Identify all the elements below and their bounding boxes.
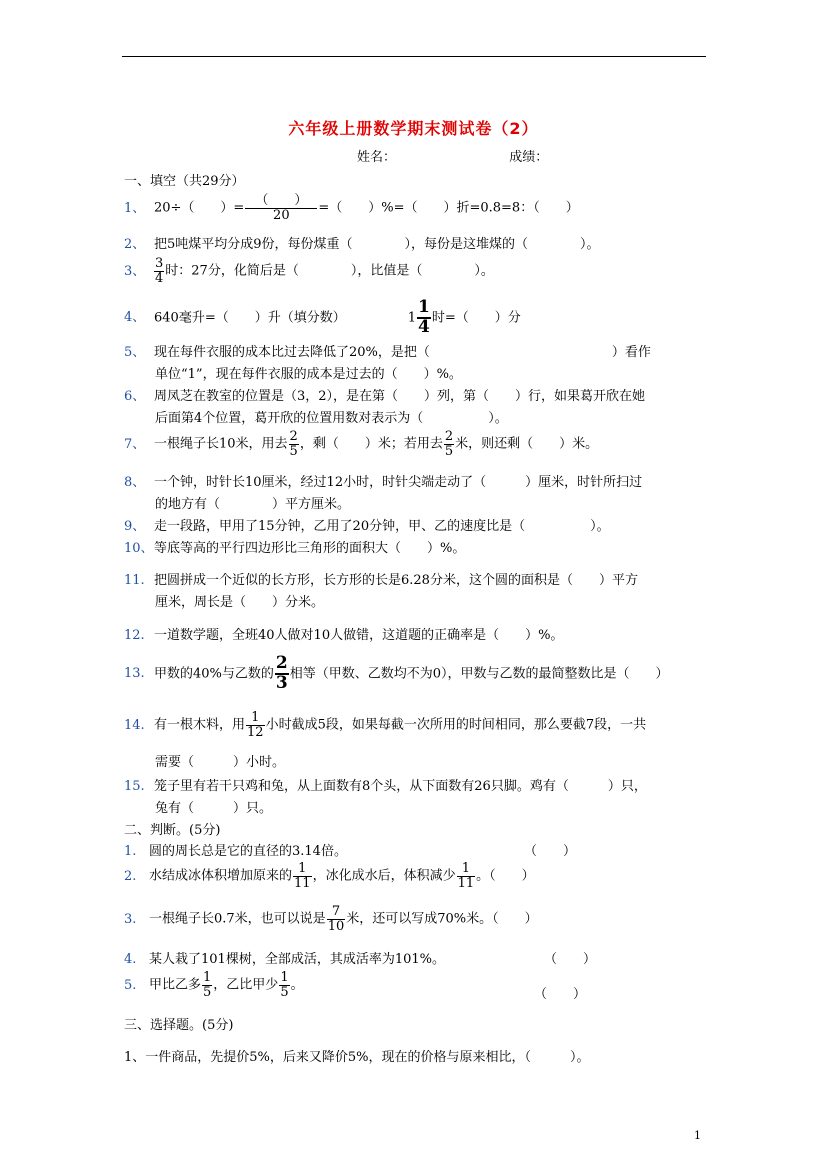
question-1-15: 15. 笼子里有若干只鸡和兔，从上面数有8个头，从下面数有26只脚。鸡有（ ）只， [124,779,647,794]
header-rule [122,56,706,57]
question-1-11: 11. 把圆拼成一个近似的长方形，长方形的长是6.28分米，这个圆的面积是（ ）平方 [124,573,638,588]
question-1-2: 2、 把5吨煤平均分成9份，每份煤重（ ），每份是这堆煤的（ ）。 [124,237,600,252]
question-1-6: 6、 周凤芝在教室的位置是（3，2），是在第（ ）列，第（ ）行，如果葛开欣在她 [124,389,646,404]
judge-5: 5. 甲比乙多 $\frac{1}{5}$ ，乙比甲少 $\frac{1}{5}$ 。 （ ） [124,970,587,1002]
question-1-6-cont: 后面第4个位置，葛开欣的位置用数对表示为（ ）。 [155,411,508,426]
question-1-4: 4、 640毫升=（ ）升（填分数） 1 $\frac{1}{4}$ 时=（ ）分 [124,297,521,337]
question-1-13: 13. 甲数的40%与乙数的 $\frac{2}{3}$ 相等（甲数、乙数均不为0），甲数与乙数的最简整数比是（ ） [124,653,669,693]
question-1-7: 7、 一根绳子长10米，用去 $\frac{2}{5}$ ，剩（ ）米；若用去 $\frac{2}{5}$ 米，则还剩（ ）米。 [124,429,599,459]
question-1-11-cont: 厘米，周长是（ ）分米。 [155,595,325,610]
question-1-8-cont: 的地方有（ ）平方厘米。 [155,497,351,512]
judge-3: 3. 一根绳子长0.7米，也可以说是 $\frac{7}{10}$ 米，还可以写成70%米。（ ） [124,904,538,934]
student-info [357,146,548,165]
question-1-3: 3、 $\frac{3}{4}$ 时：27分，化简后是（ ），比值是（ ）。 [124,256,494,286]
name-label: 姓名： [357,150,397,165]
question-1-8: 8、 一个钟，时针长10厘米，经过12小时，时针尖端走动了（ ）厘米，时针所扫过 [124,475,643,490]
section3-heading: 三、选择题。(5分) [124,1018,234,1033]
page-number: 1 [694,1129,701,1142]
score-label: 成绩： [509,150,549,165]
question-1-10: 10、等底等高的平行四边形比三角形的面积大（ ）%。 [124,541,466,556]
judge-1: 1. 圆的周长总是它的直径的3.14倍。 （ ） [124,844,577,859]
section1-heading: 一、填空（共29分） [124,174,245,189]
question-1-14-cont: 需要（ ）小时。 [155,755,286,770]
question-1-1: 1、 20÷（ ）= $\frac{( )}{20}$ =（ ）%=（ ）折=0.8=8：（ ） [124,193,579,223]
question-1-14: 14. 有一根木料，用 $\frac{1}{12}$ 小时截成5段，如果每截一次所用的时间相同，那么要截7段，一共 [124,710,647,740]
page-title: 六年级上册数学期末测试卷（2） [288,119,539,138]
choice-1: 1、一件商品，先提价5%，后来又降价5%，现在的价格与原来相比，（ ）。 [124,1050,590,1065]
judge-4: 4. 某人栽了101棵树，全部成活，其成活率为101%。 （ ） [124,952,597,967]
question-1-12: 12. 一道数学题，全班40人做对10人做错，这道题的正确率是（ ）%。 [124,628,564,643]
judge-2: 2. 水结成冰体积增加原来的 $\frac{1}{11}$ ，冰化成水后，体积减少 $\frac{1}{11}$ 。（ ） [124,861,535,891]
question-1-5: 5、 现在每件衣服的成本比过去降低了20%，是把（ ）看作 [124,345,651,360]
section2-heading: 二、判断。(5分) [124,823,221,838]
question-1-5-cont: 单位“1”，现在每件衣服的成本是过去的（ ）%。 [155,367,462,382]
question-1-15-cont: 兔有（ ）只。 [155,801,273,816]
question-1-9: 9、 走一段路，甲用了15分钟，乙用了20分钟，甲、乙的速度比是（ ）。 [124,519,610,534]
